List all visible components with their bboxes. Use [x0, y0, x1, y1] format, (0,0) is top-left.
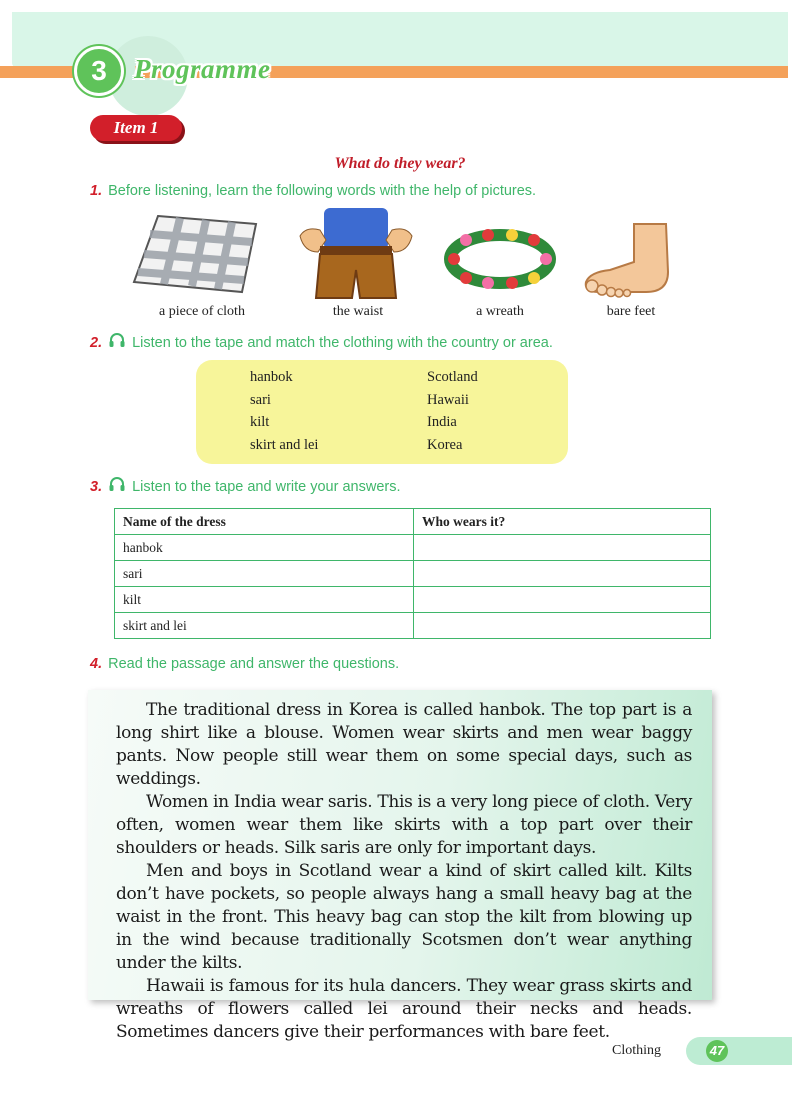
table-header: Name of the dress — [115, 509, 414, 535]
passage-paragraph: Men and boys in Scotland wear a kind of skirt called kilt. Kilts don’t have pockets, so people always hang a small heavy bag at the waist in the front. This heavy bag can stop the kilt from blowing up in the wind because traditionally Scotsmen don’t wear anything under the kilts. — [116, 861, 692, 973]
section-title: Programme — [134, 54, 271, 84]
match-place-item: Korea — [427, 437, 463, 453]
task-4 — [90, 654, 399, 674]
answer-cell[interactable] — [414, 587, 711, 613]
match-clothing-item: skirt and lei — [250, 437, 319, 453]
wreath-icon — [442, 226, 558, 297]
task-1 — [90, 181, 536, 201]
match-place-item: Scotland — [427, 369, 478, 385]
picture-label: a piece of cloth — [159, 304, 245, 319]
passage-paragraph: Hawaii is famous for its hula dancers. They wear grass skirts and wreaths of flowers called lei around their necks and heads. Sometimes dancers give their performances with bare feet. — [116, 976, 692, 1042]
match-place-item: India — [427, 414, 457, 430]
footer-chapter-label: Clothing — [612, 1043, 662, 1058]
item-badge: Item 1 — [90, 115, 182, 141]
answer-cell[interactable] — [414, 535, 711, 561]
dress-name-cell: skirt and lei — [115, 613, 414, 639]
waist-icon — [296, 206, 416, 305]
table-header: Who wears it? — [414, 509, 711, 535]
reading-passage — [116, 699, 692, 1044]
task-2 — [90, 331, 553, 355]
passage-paragraph: Women in India wear saris. This is a very long piece of cloth. Very often, women wear them like skirts with a top part over their shoulders or heads. Silk saris are only for important days. — [116, 792, 692, 858]
match-place-item: Hawaii — [427, 392, 469, 408]
picture-label: the waist — [332, 304, 384, 319]
passage-paragraph: The traditional dress in Korea is called hanbok. The top part is a long shirt like a blouse. Women wear skirts and men wear baggy pants. Now people still wear them on some special days, such as weddings. — [116, 700, 692, 789]
table-header-row — [115, 509, 711, 535]
answer-cell[interactable] — [414, 613, 711, 639]
task-number: 1. — [90, 183, 103, 199]
match-box — [196, 360, 568, 464]
match-clothing-item: sari — [250, 392, 271, 408]
feet-icon — [580, 220, 676, 303]
dress-name-cell: hanbok — [115, 535, 414, 561]
answer-table — [114, 508, 711, 639]
task-text: Before listening, learn the following words with the help of pictures. — [108, 183, 537, 199]
task-number: 2. — [90, 334, 103, 351]
page-number: 47 — [706, 1040, 728, 1062]
cloth-icon — [130, 212, 270, 303]
task-text: Listen to the tape and write your answers. — [132, 478, 401, 495]
task-number: 4. — [90, 656, 103, 672]
task-number: 3. — [90, 478, 103, 495]
table-row — [115, 587, 711, 613]
page-subtitle: What do they wear? — [334, 155, 466, 172]
task-text: Listen to the tape and match the clothing with the country or area. — [132, 334, 553, 351]
table-row — [115, 561, 711, 587]
answer-cell[interactable] — [414, 561, 711, 587]
section-number: 3 — [74, 46, 124, 96]
footer-tab — [686, 1037, 792, 1065]
match-clothing-item: kilt — [250, 414, 270, 430]
picture-label: bare feet — [606, 304, 656, 319]
picture-label: a wreath — [476, 304, 524, 319]
headphones-icon — [108, 475, 126, 499]
dress-name-cell: kilt — [115, 587, 414, 613]
task-text: Read the passage and answer the questions. — [108, 656, 400, 672]
headphones-icon — [108, 331, 126, 355]
dress-name-cell: sari — [115, 561, 414, 587]
match-clothing-item: hanbok — [250, 369, 293, 385]
table-row — [115, 613, 711, 639]
table-row — [115, 535, 711, 561]
task-3 — [90, 475, 401, 499]
